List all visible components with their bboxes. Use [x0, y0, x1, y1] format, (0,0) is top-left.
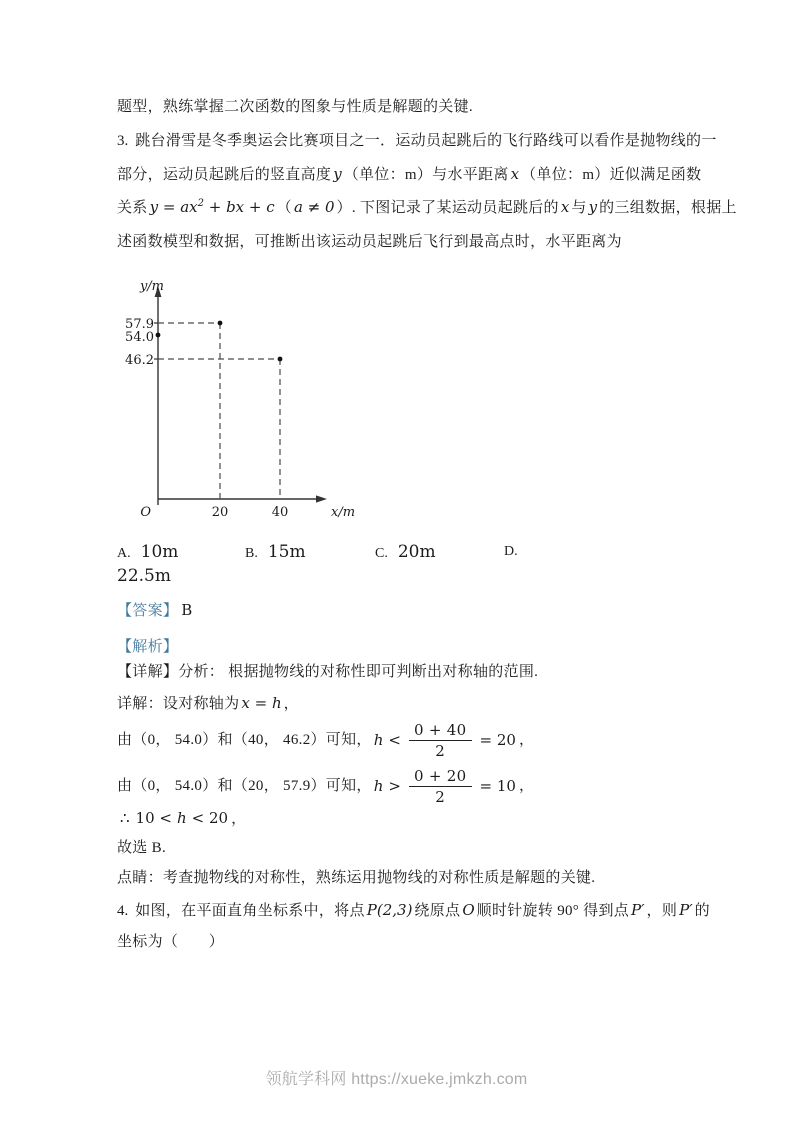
option-a-label: A. [117, 546, 131, 561]
q3-stem-text1: 跳台滑雪是冬季奥运会比赛项目之一．运动员起跳后的飞行路线可以看作是抛物线的一 [135, 133, 717, 149]
q3-stem-text3b: （ [276, 200, 292, 216]
q3-number: 3. [117, 133, 129, 149]
option-b-label: B. [245, 546, 258, 561]
math-var-x: x [510, 165, 520, 183]
answer-line [117, 600, 195, 622]
math-origin-o: O [462, 901, 475, 919]
option-c-label: C. [375, 546, 388, 561]
y-axis-label: y/m [139, 279, 164, 294]
math-condition-a: a ≠ 0 [293, 198, 335, 216]
option-d-label: D. [504, 544, 518, 559]
frac2-lead-text: 由（0， 54.0）和（20， 57.9）可知， [117, 777, 372, 794]
frac1-relation: < [388, 730, 401, 749]
option-c [375, 542, 504, 562]
data-point-20-57-9 [218, 321, 223, 326]
fraction1-denominator: 2 [435, 741, 446, 760]
option-a [117, 542, 245, 562]
option-b-value: 15m [267, 542, 306, 562]
frac2-relation: > [388, 776, 401, 795]
math-point-p-prime2: P′ [679, 901, 693, 919]
frac1-tail: ， [518, 731, 535, 748]
conclusion-tail: ， [231, 811, 247, 827]
x-axis-arrow-icon [316, 495, 327, 502]
q4-stem-line2: 坐标为（ ） [117, 934, 225, 950]
detail-inequality-line2 [117, 764, 534, 808]
q3-stem-line2 [117, 164, 701, 186]
math-var-y: y [333, 165, 342, 183]
q4-stem-line1 [117, 900, 710, 922]
detail-line2 [117, 693, 299, 715]
choice-line: 故选 B. [117, 840, 167, 856]
q3-stem-text3d: 与 [571, 200, 587, 216]
analysis-line [117, 637, 178, 658]
detail-setup-text: 详解：设对称轴为 [117, 696, 240, 712]
intro-line: 题型，熟练掌握二次函数的图象与性质是解题的关键. [117, 99, 473, 115]
footer-watermark: 领航学科网 https://xueke.jmkzh.com [265, 1071, 528, 1088]
note-line: 点睛：考查抛物线的对称性，熟练运用抛物线的对称性质是解题的关键. [117, 870, 596, 886]
q3-stem-line3 [117, 197, 737, 219]
math-point-p: P(2,3) [366, 901, 413, 919]
data-point-0-54 [156, 333, 161, 338]
answer-value: B [181, 601, 193, 619]
q4-text5: 的 [694, 903, 710, 919]
conclusion-pre: 10 < [135, 809, 172, 827]
data-point-40-46-2 [278, 357, 283, 362]
therefore-symbol: ∴ [120, 809, 130, 827]
fraction-0-20-over-2 [409, 767, 472, 806]
fraction-0-40-over-2 [409, 721, 472, 760]
math-var-h2: h [373, 776, 384, 795]
q3-stem-text2b: （单位：m）与水平距离 [343, 167, 509, 183]
conclusion-post: < 20 [191, 809, 229, 827]
detail-analysis-text: 分析： 根据抛物线的对称性即可判断出对称轴的范围. [178, 664, 539, 680]
option-d [504, 542, 518, 562]
frac1-lead-text: 由（0， 54.0）和（40， 46.2）可知， [117, 731, 372, 748]
math-var-y2: y [588, 198, 598, 216]
answer-label: 【答案】 [117, 603, 179, 619]
detail-label: 【详解】 [117, 664, 179, 680]
q3-stem-text3c: ）. 下图记录了某运动员起跳后的 [336, 200, 559, 216]
option-b [245, 542, 375, 562]
math-var-x2: x [560, 198, 570, 216]
math-var-h3: h [176, 809, 187, 827]
q4-number: 4. [117, 903, 129, 919]
q4-text1: 如图，在平面直角坐标系中，将点 [135, 903, 365, 919]
option-d-value: 22.5m [117, 566, 171, 586]
option-c-value: 20m [397, 542, 436, 562]
q4-text4: ，则 [646, 903, 678, 919]
q3-stem-line1 [117, 131, 717, 152]
fraction2-denominator: 2 [435, 787, 446, 806]
q3-stem-text2c: （单位：m）近似满足函数 [521, 167, 702, 183]
fraction1-numerator: 0 + 40 [409, 721, 472, 741]
detail-line1 [117, 662, 538, 683]
q3-stem-text3a: 关系 [117, 200, 148, 216]
detail-setup-comma: ， [283, 696, 299, 712]
frac1-result: = 20 [479, 730, 516, 749]
option-a-value: 10m [140, 542, 179, 562]
math-var-h1: h [373, 730, 384, 749]
y-tick-label-46-2: 46.2 [125, 353, 154, 368]
conclusion-line [117, 808, 246, 830]
origin-label: O [140, 505, 151, 520]
fraction2-numerator: 0 + 20 [409, 767, 472, 787]
math-point-p-prime1: P′ [631, 901, 645, 919]
q4-text3: 顺时针旋转 90° 得到点 [476, 903, 630, 919]
q3-graph [118, 278, 358, 530]
q3-stem-text2a: 部分，运动员起跳后的竖直高度 [117, 167, 332, 183]
x-tick-label-40: 40 [271, 505, 289, 520]
x-axis-label: x/m [331, 505, 356, 520]
frac2-result: = 10 [479, 776, 516, 795]
q3-stem-line4: 述函数模型和数据，可推断出该运动员起跳后飞行到最高点时，水平距离为 [117, 234, 622, 250]
y-tick-label-57-9: 57.9 [125, 317, 154, 332]
math-quadratic-formula: $y = ax^2$ + bx + c [149, 198, 275, 216]
y-tick-label-54-0: 54.0 [125, 330, 154, 345]
option-d-value-wrapped [117, 566, 171, 588]
q3-options-row [117, 542, 518, 562]
x-tick-label-20: 20 [211, 505, 229, 520]
frac2-tail: ， [518, 777, 535, 794]
q4-text2: 绕原点 [414, 903, 461, 919]
math-axis-of-symmetry: x = h [241, 694, 282, 712]
q3-stem-text3e: 的三组数据，根据上 [599, 200, 737, 216]
analysis-label: 【解析】 [117, 639, 179, 655]
detail-inequality-line1 [117, 718, 534, 762]
